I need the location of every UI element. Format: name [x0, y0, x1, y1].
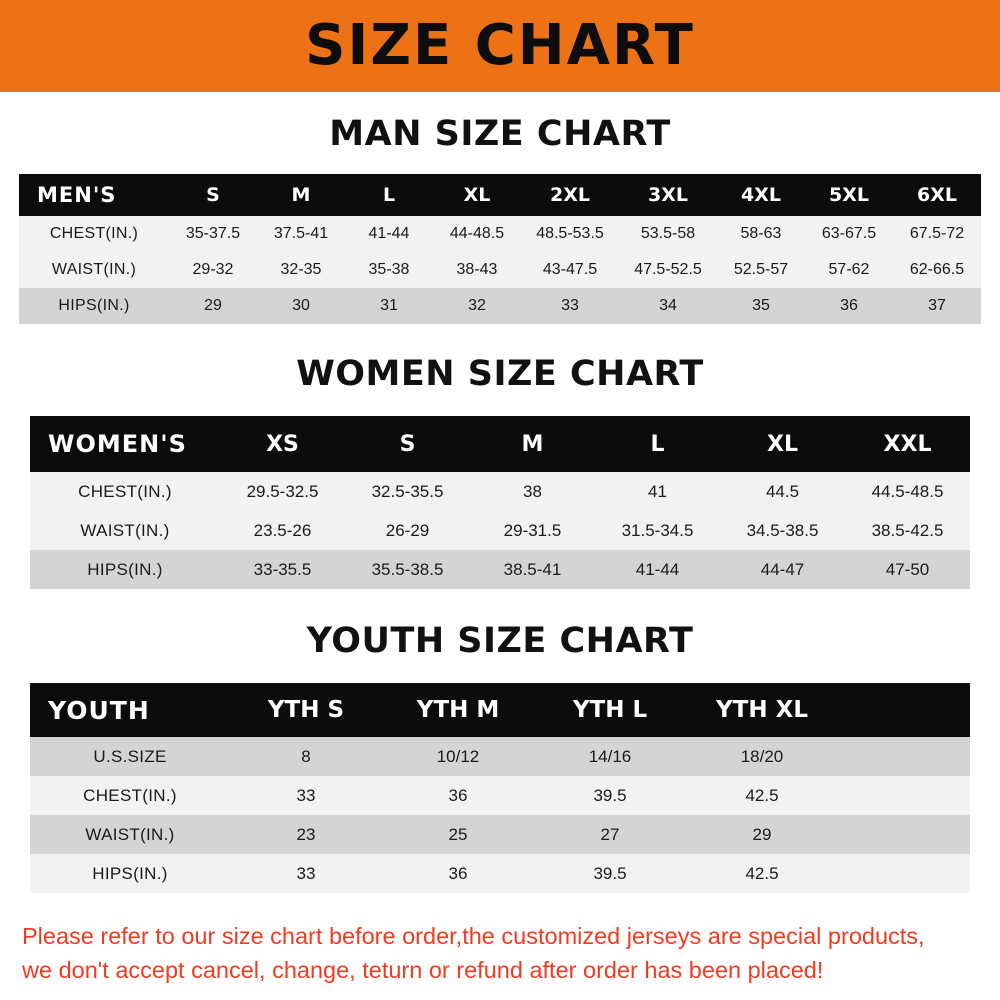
cell: 35: [752, 297, 770, 314]
men-header-cell: L: [382, 184, 396, 206]
cell-spacer: [838, 737, 970, 776]
table-row: [19, 216, 981, 252]
cell: 38.5-41: [503, 559, 562, 579]
cell: 39.5: [593, 863, 627, 883]
table-row: [30, 550, 970, 589]
table-row: [30, 472, 970, 511]
cell: 29-31.5: [503, 520, 562, 540]
cell: 10/12: [436, 746, 480, 766]
youth-header-cell: YTH M: [416, 697, 500, 723]
cell: 38-43: [456, 261, 498, 278]
cell: 47-50: [885, 559, 930, 579]
men-header-cell: XL: [463, 184, 491, 206]
men-header-cell: 6XL: [917, 184, 957, 206]
row-label: WAIST(IN.): [80, 520, 170, 540]
cell: 35-37.5: [185, 225, 241, 242]
youth-table-head: [30, 683, 970, 737]
cell: 26-29: [385, 520, 430, 540]
footer-note-line-2: we don't accept cancel, change, teturn or refund after order has been placed!: [22, 957, 824, 983]
cell: 39.5: [593, 785, 627, 805]
men-size-table: [19, 174, 981, 324]
table-row: [19, 288, 981, 324]
row-label: CHEST(IN.): [78, 481, 172, 501]
cell: 53.5-58: [640, 225, 696, 242]
men-table-wrapper: [0, 174, 1000, 324]
table-row: [30, 737, 970, 776]
cell: 36: [840, 297, 858, 314]
women-header-cell: WOMEN'S: [48, 430, 187, 458]
cell: 58-63: [740, 225, 782, 242]
header-banner: [0, 0, 1000, 92]
row-label: U.S.SIZE: [93, 746, 167, 766]
men-header-cell: MEN'S: [37, 183, 117, 207]
women-size-table: [30, 416, 970, 589]
row-label: HIPS(IN.): [87, 559, 163, 579]
cell: 27: [600, 824, 620, 844]
cell: 34.5-38.5: [746, 520, 819, 540]
cell: 48.5-53.5: [536, 225, 604, 242]
youth-header-cell: YTH XL: [716, 697, 808, 723]
women-table-head: [30, 416, 970, 472]
cell: 44.5: [765, 481, 800, 501]
cell: 32.5-35.5: [371, 481, 444, 501]
cell: 23: [296, 824, 316, 844]
youth-table-wrapper: [0, 683, 1000, 893]
cell: 31: [380, 297, 398, 314]
cell: 25: [448, 824, 468, 844]
cell: 44-47: [760, 559, 805, 579]
youth-header-cell: YOUTH: [48, 695, 150, 725]
row-label: CHEST(IN.): [83, 785, 177, 805]
men-header-cell: 2XL: [550, 184, 590, 206]
women-header-cell: L: [650, 431, 665, 457]
cell: 41-44: [368, 225, 410, 242]
page-title: SIZE CHART: [305, 13, 695, 78]
youth-size-table: [30, 683, 970, 893]
men-header-cell: M: [291, 184, 311, 206]
cell: 47.5-52.5: [634, 261, 702, 278]
cell: 44.5-48.5: [871, 481, 944, 501]
table-row: [19, 252, 981, 288]
cell-spacer: [838, 854, 970, 893]
women-header-cell: XS: [266, 431, 299, 457]
cell: 62-66.5: [909, 261, 965, 278]
cell: 41-44: [635, 559, 680, 579]
men-header-cell: 5XL: [829, 184, 869, 206]
cell: 14/16: [588, 746, 632, 766]
cell: 41: [648, 481, 667, 501]
men-table-head: [19, 174, 981, 216]
table-row: [30, 511, 970, 550]
youth-section-title: YOUTH SIZE CHART: [306, 621, 694, 661]
footer-note-line-1: Please refer to our size chart before order,the customized jerseys are special products,: [22, 923, 925, 949]
cell: 33: [296, 785, 316, 805]
row-label: HIPS(IN.): [92, 863, 168, 883]
women-section-title: WOMEN SIZE CHART: [296, 354, 704, 394]
cell: 35.5-38.5: [371, 559, 444, 579]
cell: 32-35: [280, 261, 322, 278]
cell: 38.5-42.5: [871, 520, 944, 540]
men-header-row: [19, 174, 981, 216]
cell: 43-47.5: [542, 261, 598, 278]
cell: 63-67.5: [821, 225, 877, 242]
men-header-cell: 3XL: [648, 184, 688, 206]
cell: 42.5: [745, 785, 779, 805]
women-header-cell: S: [399, 431, 416, 457]
cell: 67.5-72: [909, 225, 965, 242]
cell-spacer: [838, 776, 970, 815]
row-label: WAIST(IN.): [85, 824, 175, 844]
cell: 42.5: [745, 863, 779, 883]
table-row: [30, 776, 970, 815]
women-header-row: [30, 416, 970, 472]
cell: 52.5-57: [733, 261, 789, 278]
table-row: [30, 815, 970, 854]
youth-header-cell: YTH L: [572, 697, 648, 723]
cell: 38: [523, 481, 542, 501]
cell: 33: [561, 297, 579, 314]
cell: 35-38: [368, 261, 410, 278]
cell: 18/20: [740, 746, 784, 766]
cell: 34: [659, 297, 677, 314]
youth-header-row: [30, 683, 970, 737]
youth-header-spacer: [838, 683, 970, 737]
cell: 29: [752, 824, 772, 844]
men-table-body: [19, 216, 981, 324]
youth-table-body: [30, 737, 970, 893]
footer-note: [0, 919, 1000, 987]
women-table-body: [30, 472, 970, 589]
cell: 33: [296, 863, 316, 883]
cell: 36: [448, 863, 468, 883]
cell: 36: [448, 785, 468, 805]
cell: 29-32: [192, 261, 234, 278]
row-label: CHEST(IN.): [49, 225, 139, 242]
cell: 31.5-34.5: [621, 520, 694, 540]
women-header-cell: M: [521, 431, 544, 457]
men-section-title: MAN SIZE CHART: [329, 114, 671, 154]
men-header-cell: 4XL: [741, 184, 781, 206]
women-table-wrapper: [0, 416, 1000, 589]
row-label: WAIST(IN.): [51, 261, 137, 278]
men-header-cell: S: [206, 184, 220, 206]
cell: 29: [204, 297, 222, 314]
cell: 29.5-32.5: [246, 481, 319, 501]
cell: 33-35.5: [253, 559, 312, 579]
cell: 23.5-26: [253, 520, 312, 540]
cell: 30: [292, 297, 310, 314]
cell: 37.5-41: [273, 225, 329, 242]
women-header-cell: XL: [767, 431, 798, 457]
table-row: [30, 854, 970, 893]
cell: 37: [928, 297, 946, 314]
cell: 44-48.5: [449, 225, 505, 242]
youth-header-cell: YTH S: [267, 697, 345, 723]
row-label: HIPS(IN.): [58, 297, 130, 314]
cell: 57-62: [828, 261, 870, 278]
cell-spacer: [838, 815, 970, 854]
women-header-cell: XXL: [883, 431, 932, 457]
cell: 8: [301, 746, 311, 766]
cell: 32: [468, 297, 486, 314]
